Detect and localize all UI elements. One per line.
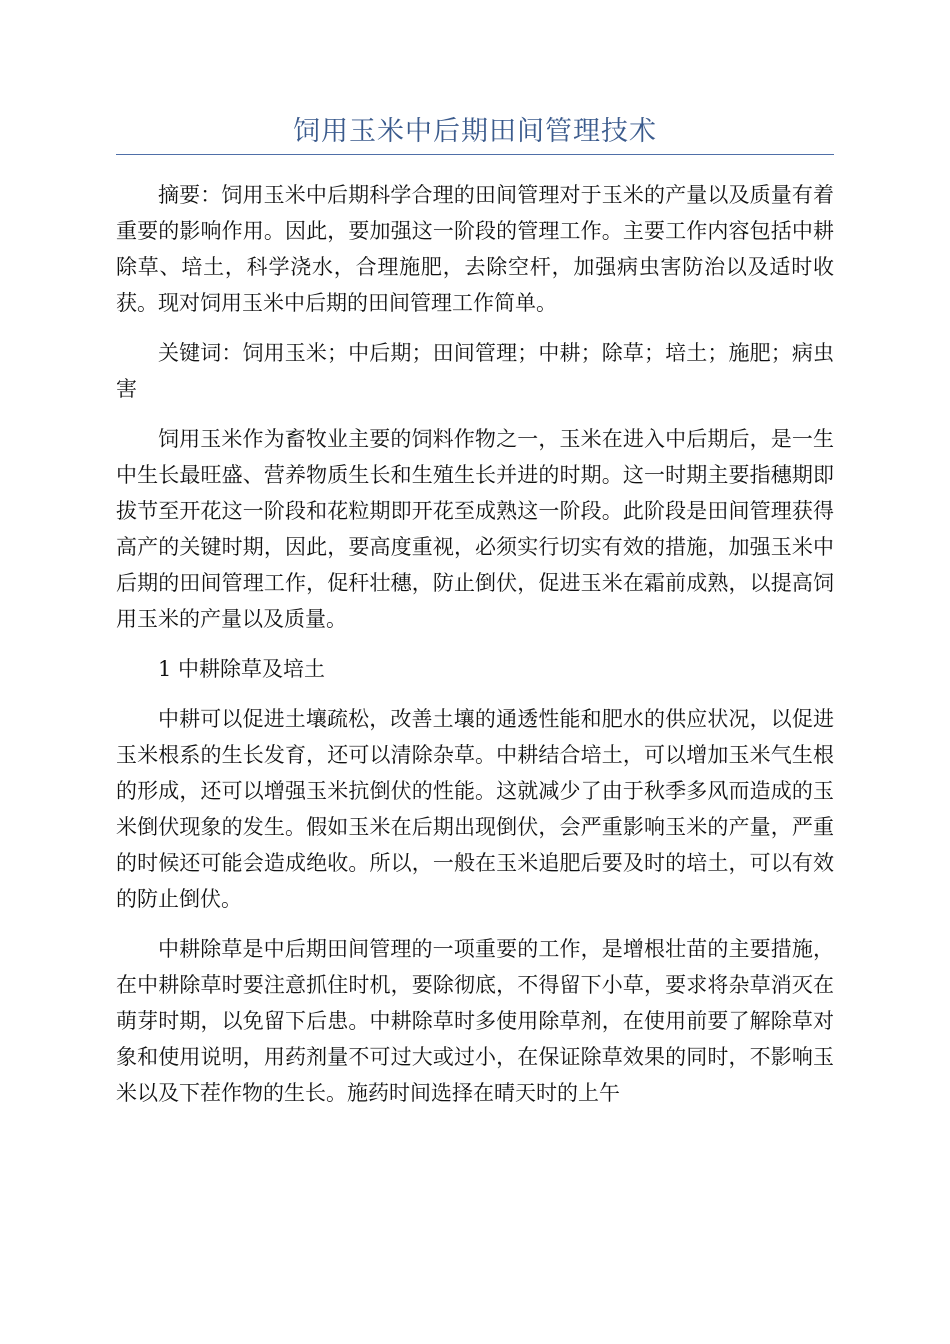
title-underline <box>116 154 834 155</box>
section1-paragraph-1: 中耕可以促进土壤疏松，改善土壤的通透性能和肥水的供应状况，以促进玉米根系的生长发育，还可以清除杂草。中耕结合培土，可以增加玉米气生根的形成，还可以增强玉米抗倒伏的性能。这就减少了由于秋季多风而造成的玉米倒伏现象的发生。假如玉米在后期出现倒伏，会严重影响玉米的产量，严重的时候还可能会造成绝收。所以，一般在玉米追肥后要及时的培土，可以有效的防止倒伏。 <box>116 707 834 911</box>
document-title: 饲用玉米中后期田间管理技术 <box>293 116 657 147</box>
document-body <box>116 177 834 1125</box>
section-heading-1: 1 中耕除草及培土 <box>158 657 326 681</box>
keywords-paragraph: 关键词：饲用玉米；中后期；田间管理；中耕；除草；培土；施肥；病虫害 <box>116 341 834 401</box>
section1-paragraph-2: 中耕除草是中后期田间管理的一项重要的工作，是增根壮苗的主要措施，在中耕除草时要注意抓住时机，要除彻底，不得留下小草，要求将杂草消灭在萌芽时期，以免留下后患。中耕除草时多使用除草剂，在使用前要了解除草对象和使用说明，用药剂量不可过大或过小，在保证除草效果的同时，不影响玉米以及下茬作物的生长。施药时间选择在晴天时的上午 <box>116 937 834 1105</box>
intro-paragraph: 饲用玉米作为畜牧业主要的饲料作物之一，玉米在进入中后期后，是一生中生长最旺盛、营养物质生长和生殖生长并进的时期。这一时期主要指穗期即拔节至开花这一阶段和花粒期即开花至成熟这一阶段。此阶段是田间管理获得高产的关键时期，因此，要高度重视，必须实行切实有效的措施，加强玉米中后期的田间管理工作，促秆壮穗，防止倒伏，促进玉米在霜前成熟，以提高饲用玉米的产量以及质量。 <box>116 427 834 631</box>
abstract-paragraph: 摘要：饲用玉米中后期科学合理的田间管理对于玉米的产量以及质量有着重要的影响作用。因此，要加强这一阶段的管理工作。主要工作内容包括中耕除草、培土，科学浇水，合理施肥，去除空杆，加强病虫害防治以及适时收获。现对饲用玉米中后期的田间管理工作简单。 <box>116 183 834 315</box>
